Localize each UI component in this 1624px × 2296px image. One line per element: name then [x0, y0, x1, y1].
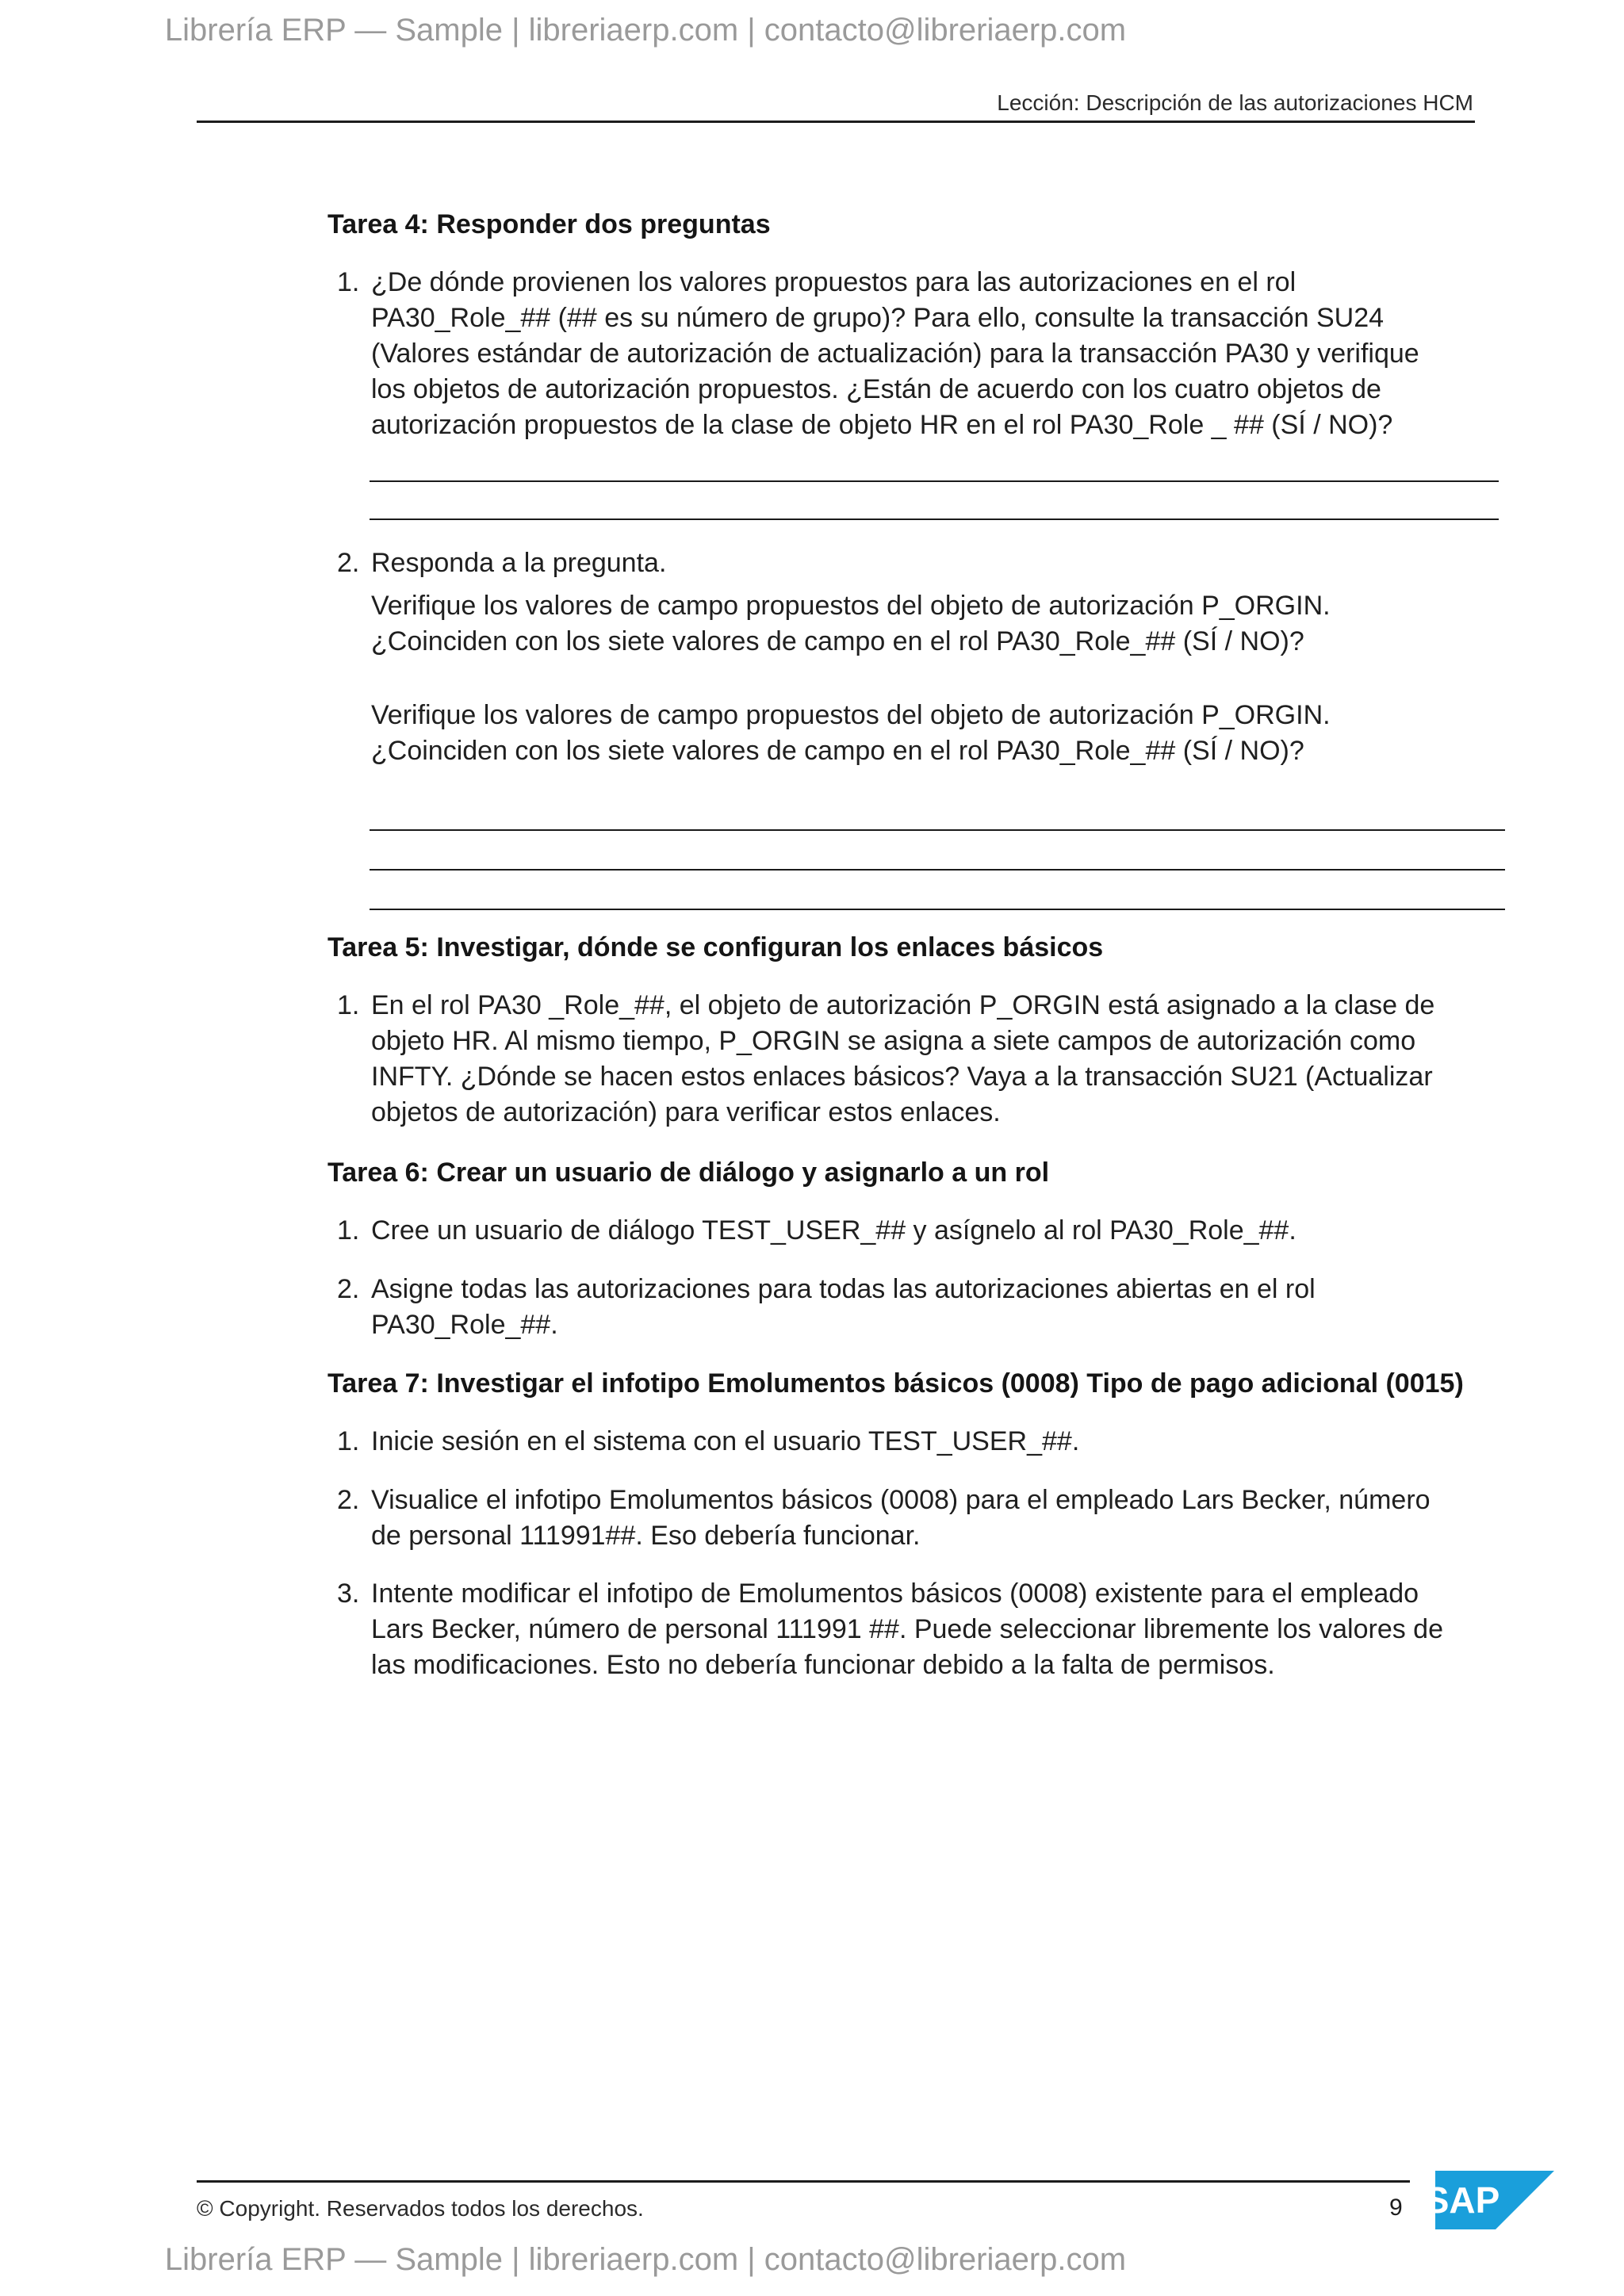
text-line: ¿Coinciden con los siete valores de campo en el rol PA30_Role_## (SÍ / NO)?: [371, 736, 1304, 766]
task-4-item-2-paragraph-1: [371, 588, 1513, 660]
text-line: Lars Becker, número de personal 111991 ##. Puede seleccionar libremente los valores de: [371, 1614, 1443, 1644]
text-line: objetos de autorización) para verificar estos enlaces.: [371, 1097, 1001, 1127]
text-line: las modificaciones. Esto no debería funcionar debido a la falta de permisos.: [371, 1650, 1275, 1680]
task-6-heading: Tarea 6: Crear un usuario de diálogo y asignarlo a un rol: [327, 1158, 1050, 1188]
answer-line: [370, 519, 1499, 520]
answer-line: [370, 480, 1499, 482]
item-text: [371, 265, 1513, 443]
item-text: Cree un usuario de diálogo TEST_USER_## y asígnelo al rol PA30_Role_##.: [371, 1215, 1297, 1246]
item-text: [371, 1272, 1513, 1343]
running-header: Lección: Descripción de las autorizaciones HCM: [997, 90, 1473, 115]
text-line: Verifique los valores de campo propuestos del objeto de autorización P_ORGIN.: [371, 700, 1331, 730]
answer-line: [370, 829, 1505, 831]
footer-rule: [197, 2180, 1410, 2183]
text-line: los objetos de autorización propuestos. ¿Están de acuerdo con los cuatro objetos de: [371, 374, 1381, 404]
task-4-heading: Tarea 4: Responder dos preguntas: [327, 209, 771, 239]
item-number: 3.: [337, 1578, 360, 1609]
text-line: Asigne todas las autorizaciones para todas las autorizaciones abiertas en el rol: [371, 1274, 1316, 1304]
text-line: de personal 111991##. Eso debería funcionar.: [371, 1521, 921, 1551]
item-text: [371, 1576, 1513, 1683]
watermark-bottom: Librería ERP — Sample | libreriaerp.com | contacto@libreriaerp.com: [164, 2242, 1127, 2277]
item-number: 1.: [337, 1426, 360, 1456]
task-5-heading: Tarea 5: Investigar, dónde se configuran los enlaces básicos: [327, 932, 1104, 962]
text-line: INFTY. ¿Dónde se hacen estos enlaces básicos? Vaya a la transacción SU21 (Actualizar: [371, 1062, 1433, 1092]
copyright-notice: © Copyright. Reservados todos los derechos.: [197, 2196, 644, 2221]
text-line: Intente modificar el infotipo de Emolumentos básicos (0008) existente para el empleado: [371, 1578, 1419, 1609]
sap-logo-text: SAP: [1424, 2179, 1500, 2221]
item-text: [371, 1483, 1513, 1554]
item-text: Inicie sesión en el sistema con el usuario TEST_USER_##.: [371, 1426, 1080, 1456]
text-line: (Valores estándar de autorización de actualización) para la transacción PA30 y verifique: [371, 339, 1419, 369]
item-number: 1.: [337, 1215, 360, 1246]
text-line: ¿Coinciden con los siete valores de campo en el rol PA30_Role_## (SÍ / NO)?: [371, 626, 1304, 656]
text-line: ¿De dónde provienen los valores propuestos para las autorizaciones en el rol: [371, 267, 1297, 297]
task-4-item-2-paragraph-2: [371, 698, 1513, 769]
text-line: Visualice el infotipo Emolumentos básicos (0008) para el empleado Lars Becker, número: [371, 1485, 1431, 1515]
sap-logo: [1424, 2171, 1554, 2229]
text-line: PA30_Role_##.: [371, 1310, 558, 1340]
task-7-heading: Tarea 7: Investigar el infotipo Emolumentos básicos (0008) Tipo de pago adicional (0015): [327, 1368, 1464, 1399]
item-number: 1.: [337, 267, 360, 297]
text-line: Verifique los valores de campo propuestos del objeto de autorización P_ORGIN.: [371, 591, 1331, 621]
item-text: [371, 988, 1513, 1131]
text-line: objeto HR. Al mismo tiempo, P_ORGIN se asigna a siete campos de autorización como: [371, 1026, 1416, 1056]
watermark-top: Librería ERP — Sample | libreriaerp.com | contacto@libreriaerp.com: [164, 13, 1127, 48]
item-number: 1.: [337, 990, 360, 1020]
item-number: 2.: [337, 548, 360, 578]
item-number: 2.: [337, 1485, 360, 1515]
answer-line: [370, 909, 1505, 910]
item-number: 2.: [337, 1274, 360, 1304]
page-number: 9: [1389, 2195, 1403, 2221]
text-line: autorización propuestos de la clase de objeto HR en el rol PA30_Role _ ## (SÍ / NO)?: [371, 410, 1393, 440]
header-rule: [197, 121, 1475, 123]
answer-line: [370, 869, 1505, 871]
item-text: Responda a la pregunta.: [371, 548, 667, 578]
text-line: PA30_Role_## (## es su número de grupo)? Para ello, consulte la transacción SU24: [371, 303, 1385, 333]
text-line: En el rol PA30 _Role_##, el objeto de autorización P_ORGIN está asignado a la clase de: [371, 990, 1435, 1020]
